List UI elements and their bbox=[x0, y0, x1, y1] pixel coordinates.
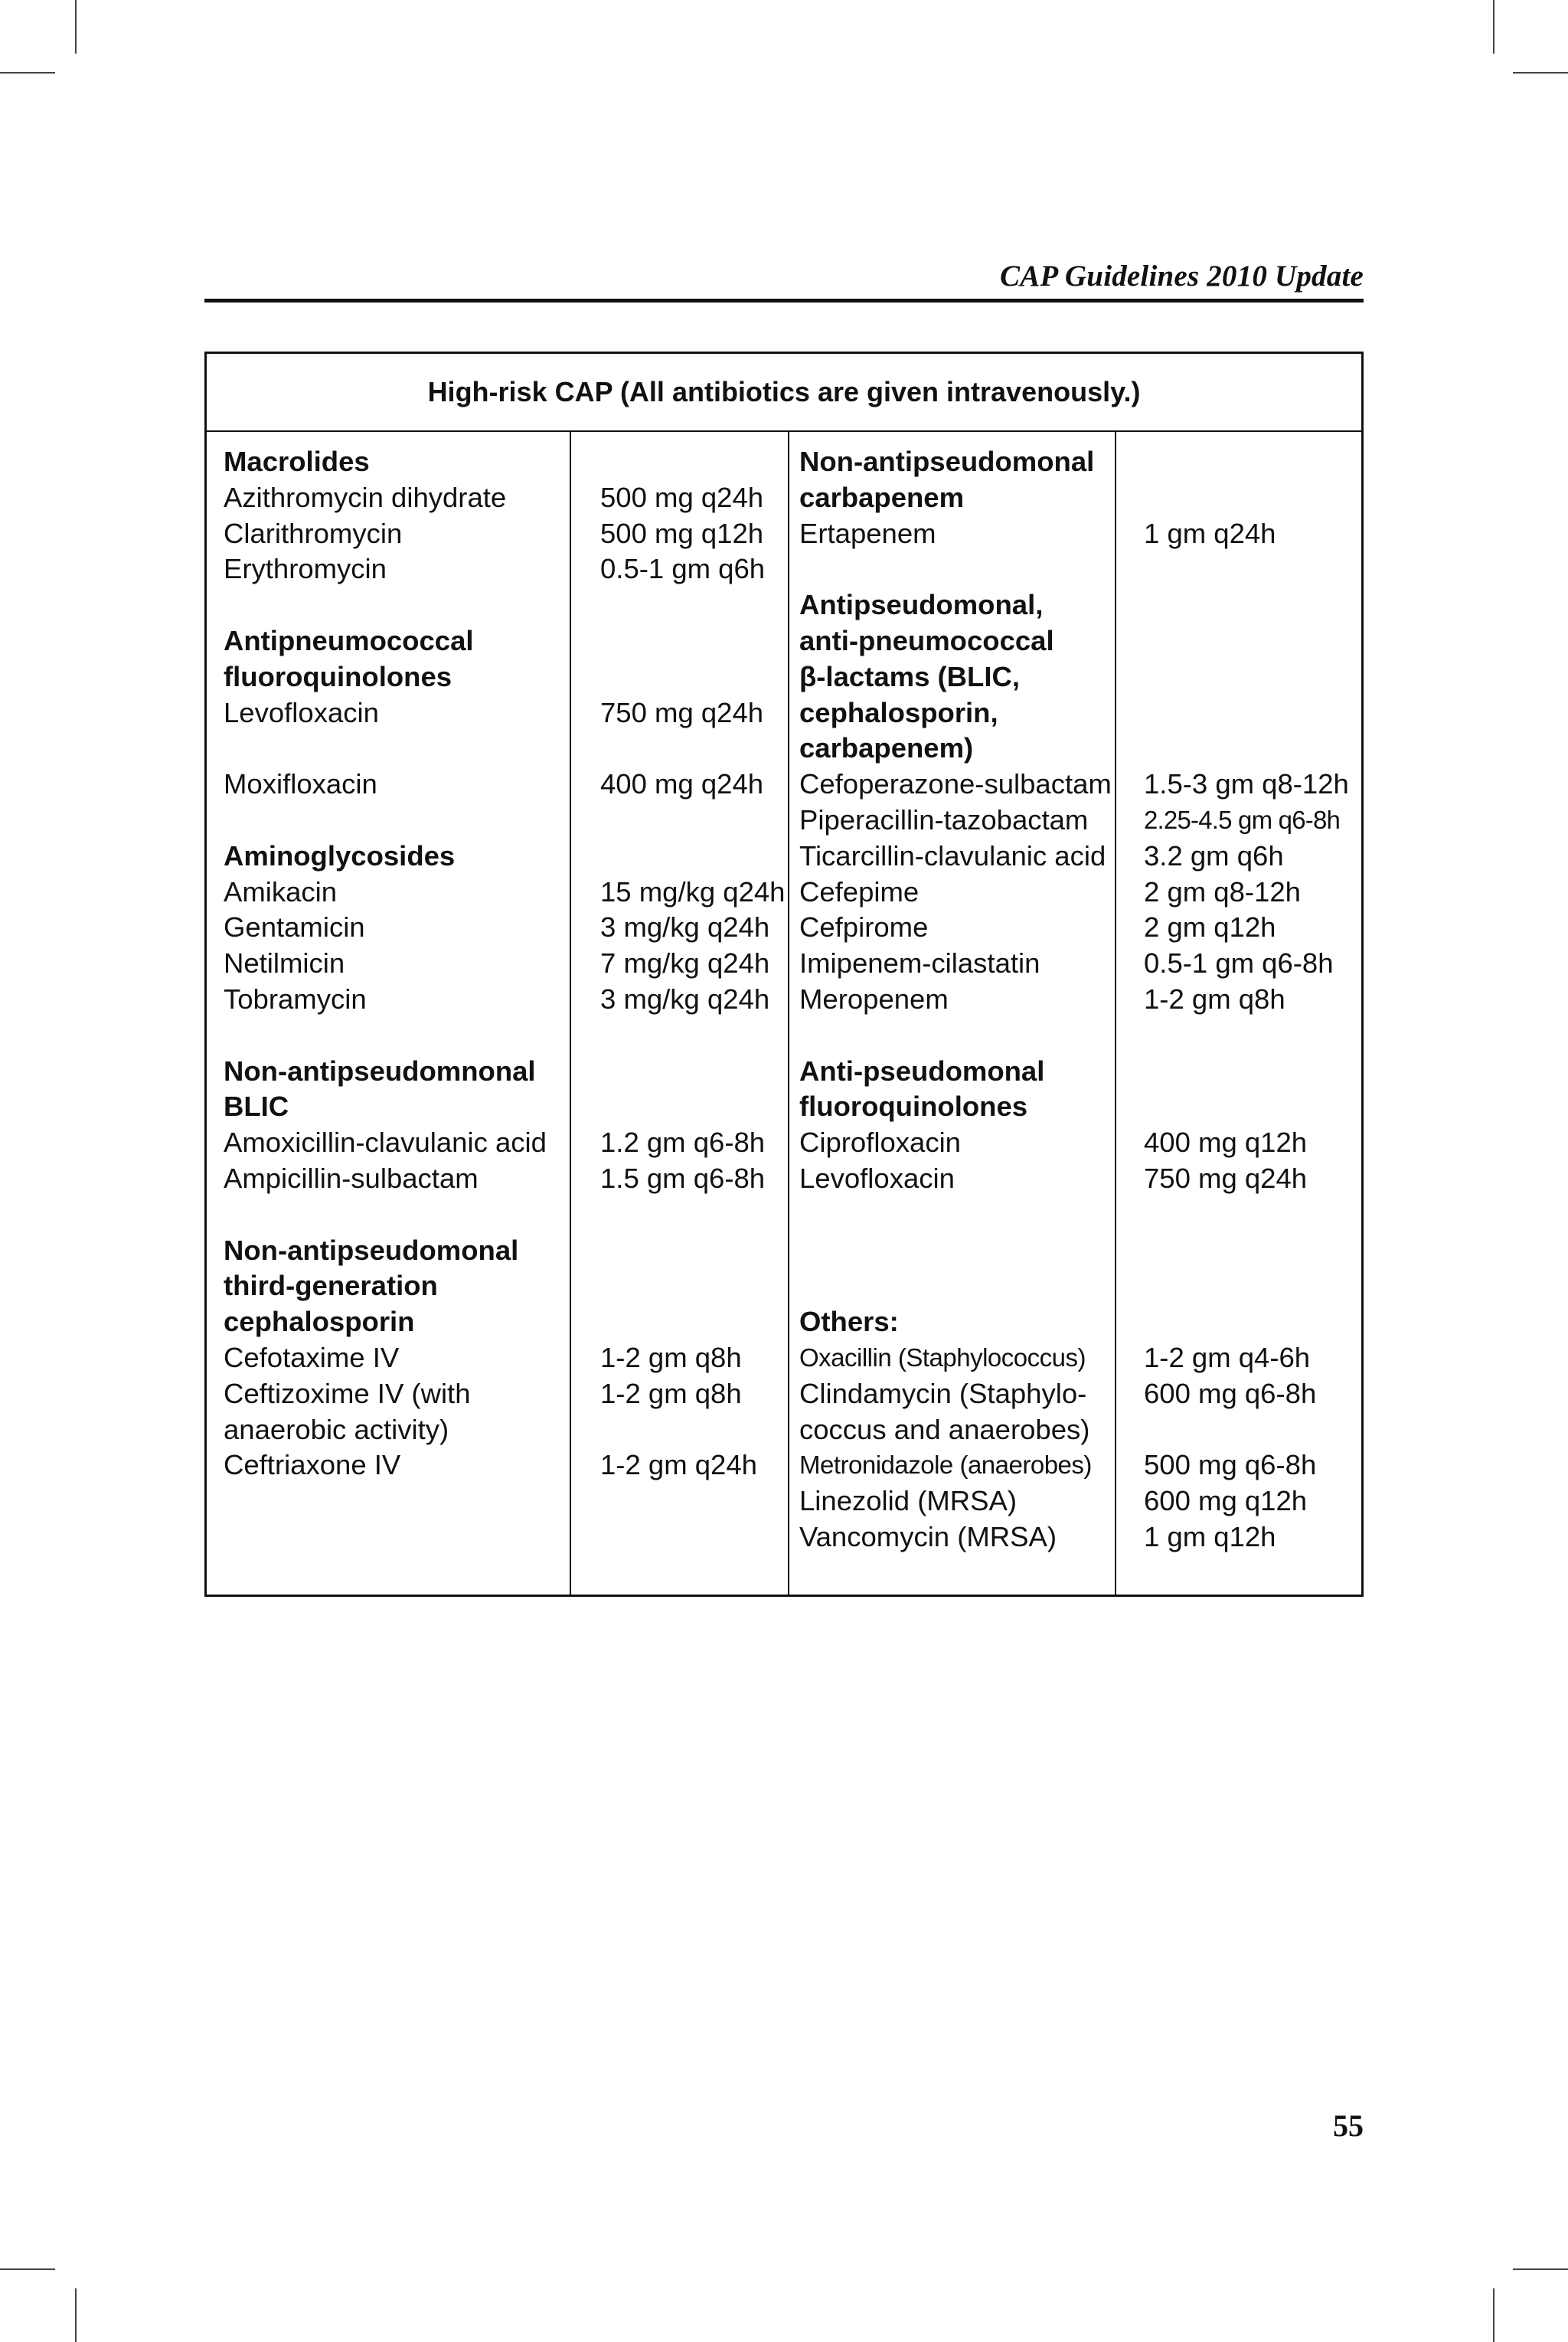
spacer-line bbox=[1144, 1268, 1349, 1304]
left-dose-line: 15 mg/kg q24h bbox=[600, 875, 786, 908]
spacer-line bbox=[1144, 1018, 1349, 1054]
spacer-line bbox=[1144, 695, 1349, 731]
left-drug-line: Tobramycin bbox=[224, 983, 367, 1015]
left-drug-line: Ceftizoxime IV (with bbox=[224, 1377, 471, 1409]
right-drug-line: Vancomycin (MRSA) bbox=[799, 1520, 1057, 1552]
page-number: 55 bbox=[1333, 2108, 1364, 2143]
right-dose-line: 500 mg q6-8h bbox=[1144, 1449, 1317, 1481]
right-drug-line: Metronidazole (anaerobes) bbox=[799, 1451, 1092, 1480]
left-drug-column bbox=[224, 444, 547, 1483]
right-dose-line: 1-2 gm q4-6h bbox=[1144, 1341, 1311, 1373]
left-dose-line: 1.2 gm q6-8h bbox=[600, 1127, 766, 1159]
left-drug-line: Macrolides bbox=[224, 446, 370, 477]
right-drug-line: coccus and anaerobes) bbox=[799, 1413, 1090, 1445]
right-dose-line: 600 mg q12h bbox=[1144, 1485, 1308, 1517]
spacer-line bbox=[224, 731, 547, 767]
crop-mark bbox=[75, 2288, 77, 2342]
crop-mark bbox=[1493, 2288, 1494, 2342]
spacer-line bbox=[600, 731, 785, 767]
left-drug-line: fluoroquinolones bbox=[224, 660, 452, 692]
left-drug-line: Levofloxacin bbox=[224, 696, 379, 728]
right-dose-line: 600 mg q6-8h bbox=[1144, 1377, 1317, 1409]
left-dose-line: 1.5 gm q6-8h bbox=[600, 1162, 766, 1194]
right-drug-line: carbapenem bbox=[799, 481, 965, 513]
right-drug-line: Ertapenem bbox=[799, 517, 936, 549]
spacer-line bbox=[1144, 1197, 1349, 1233]
spacer-line bbox=[600, 1054, 785, 1090]
right-drug-line: Clindamycin (Staphylo- bbox=[799, 1377, 1087, 1409]
spacer-line bbox=[1144, 623, 1349, 659]
right-dose-line: 2 gm q8-12h bbox=[1144, 875, 1301, 908]
spacer-line bbox=[1144, 731, 1349, 767]
spacer-line bbox=[1144, 1054, 1349, 1090]
right-dose-line: 1-2 gm q8h bbox=[1144, 983, 1285, 1015]
right-dose-line: 750 mg q24h bbox=[1144, 1162, 1308, 1194]
left-drug-line: Amoxicillin-clavulanic acid bbox=[224, 1127, 547, 1159]
left-dose-line: 3 mg/kg q24h bbox=[600, 911, 770, 944]
left-dose-line: 7 mg/kg q24h bbox=[600, 947, 770, 980]
right-dose-line: 2.25-4.5 gm q6-8h bbox=[1144, 805, 1341, 834]
left-dose-line: 500 mg q12h bbox=[600, 517, 764, 549]
spacer-line bbox=[1144, 1089, 1349, 1125]
spacer-line bbox=[600, 1197, 785, 1233]
left-drug-line: Netilmicin bbox=[224, 947, 345, 980]
right-dose-line: 1 gm q24h bbox=[1144, 517, 1276, 549]
spacer-line bbox=[600, 444, 785, 480]
spacer-line bbox=[600, 587, 785, 623]
left-drug-line: Aminoglycosides bbox=[224, 839, 456, 872]
antibiotic-table bbox=[204, 352, 1364, 1597]
left-drug-line: Moxifloxacin bbox=[224, 768, 377, 800]
spacer-line bbox=[600, 1304, 785, 1340]
spacer-line bbox=[1144, 1412, 1349, 1448]
right-drug-line: fluoroquinolones bbox=[799, 1091, 1028, 1123]
right-dose-line: 1.5-3 gm q8-12h bbox=[1144, 768, 1349, 800]
right-drug-line: Ciprofloxacin bbox=[799, 1127, 961, 1159]
table-title: High-risk CAP (All antibiotics are given intravenously.) bbox=[207, 354, 1361, 432]
right-drug-line: Levofloxacin bbox=[799, 1162, 955, 1194]
spacer-line bbox=[600, 1089, 785, 1125]
spacer-line bbox=[799, 1197, 1112, 1233]
right-dose-line: 400 mg q12h bbox=[1144, 1127, 1308, 1159]
left-dose-line: 1-2 gm q8h bbox=[600, 1377, 742, 1409]
spacer-line bbox=[600, 623, 785, 659]
right-drug-line: carbapenem) bbox=[799, 732, 974, 764]
spacer-line bbox=[799, 551, 1112, 587]
spacer-line bbox=[224, 1018, 547, 1054]
spacer-line bbox=[600, 1233, 785, 1269]
right-dose-line: 2 gm q12h bbox=[1144, 911, 1276, 944]
column-divider bbox=[788, 430, 789, 1595]
column-divider bbox=[570, 430, 571, 1595]
right-drug-line: Others: bbox=[799, 1306, 899, 1338]
left-dose-line: 750 mg q24h bbox=[600, 696, 764, 728]
spacer-line bbox=[1144, 480, 1349, 516]
right-drug-column bbox=[799, 444, 1112, 1555]
right-dose-line: 1 gm q12h bbox=[1144, 1520, 1276, 1552]
right-dose-line: 3.2 gm q6h bbox=[1144, 839, 1284, 872]
left-drug-line: cephalosporin bbox=[224, 1306, 415, 1338]
crop-mark bbox=[1493, 0, 1494, 54]
left-drug-line: Ceftriaxone IV bbox=[224, 1449, 401, 1481]
column-divider bbox=[1115, 430, 1116, 1595]
left-drug-line: Non-antipseudomonal bbox=[224, 1234, 519, 1266]
right-drug-line: Anti-pseudomonal bbox=[799, 1055, 1045, 1087]
spacer-line bbox=[1144, 444, 1349, 480]
left-dose-line: 400 mg q24h bbox=[600, 768, 764, 800]
crop-mark bbox=[0, 72, 55, 74]
left-drug-line: Amikacin bbox=[224, 875, 338, 908]
spacer-line bbox=[600, 1412, 785, 1448]
right-drug-line: Non-antipseudomonal bbox=[799, 446, 1095, 477]
spacer-line bbox=[600, 659, 785, 695]
left-dose-column bbox=[600, 444, 785, 1483]
spacer-line bbox=[799, 1268, 1112, 1304]
spacer-line bbox=[600, 1268, 785, 1304]
spacer-line bbox=[600, 803, 785, 839]
left-dose-line: 0.5-1 gm q6h bbox=[600, 553, 766, 585]
spacer-line bbox=[600, 839, 785, 875]
left-drug-line: Ampicillin-sulbactam bbox=[224, 1162, 479, 1194]
right-drug-line: Oxacillin (Staphylococcus) bbox=[799, 1343, 1086, 1372]
spacer-line bbox=[600, 1018, 785, 1054]
left-dose-line: 1-2 gm q8h bbox=[600, 1341, 742, 1373]
crop-mark bbox=[1513, 2268, 1568, 2270]
left-drug-line: Clarithromycin bbox=[224, 517, 403, 549]
spacer-line bbox=[799, 1018, 1112, 1054]
left-drug-line: Azithromycin dihydrate bbox=[224, 481, 507, 513]
left-drug-line: Gentamicin bbox=[224, 911, 365, 944]
right-drug-line: Ticarcillin-clavulanic acid bbox=[799, 839, 1106, 872]
header-rule bbox=[204, 299, 1364, 303]
right-drug-line: Cefoperazone-sulbactam bbox=[799, 768, 1112, 800]
spacer-line bbox=[1144, 551, 1349, 587]
left-drug-line: third-generation bbox=[224, 1270, 438, 1302]
right-dose-line: 0.5-1 gm q6-8h bbox=[1144, 947, 1334, 980]
right-drug-line: Cefpirome bbox=[799, 911, 929, 944]
spacer-line bbox=[799, 1233, 1112, 1269]
spacer-line bbox=[1144, 587, 1349, 623]
spacer-line bbox=[224, 1197, 547, 1233]
right-dose-column bbox=[1144, 444, 1349, 1555]
left-drug-line: BLIC bbox=[224, 1091, 289, 1123]
spacer-line bbox=[1144, 1233, 1349, 1269]
spacer-line bbox=[224, 587, 547, 623]
left-drug-line: Cefotaxime IV bbox=[224, 1341, 400, 1373]
left-dose-line: 3 mg/kg q24h bbox=[600, 983, 770, 1015]
crop-mark bbox=[1513, 72, 1568, 74]
spacer-line bbox=[1144, 659, 1349, 695]
right-drug-line: Cefepime bbox=[799, 875, 920, 908]
right-drug-line: Meropenem bbox=[799, 983, 949, 1015]
spacer-line bbox=[224, 803, 547, 839]
left-dose-line: 500 mg q24h bbox=[600, 481, 764, 513]
right-drug-line: Linezolid (MRSA) bbox=[799, 1485, 1017, 1517]
left-drug-line: Antipneumococcal bbox=[224, 624, 474, 656]
right-drug-line: Piperacillin-tazobactam bbox=[799, 803, 1089, 836]
left-dose-line: 1-2 gm q24h bbox=[600, 1449, 757, 1481]
crop-mark bbox=[75, 0, 77, 54]
left-drug-line: Non-antipseudomnonal bbox=[224, 1055, 536, 1087]
running-head: CAP Guidelines 2010 Update bbox=[999, 260, 1364, 293]
right-drug-line: Imipenem-cilastatin bbox=[799, 947, 1040, 980]
right-drug-line: anti-pneumococcal bbox=[799, 624, 1054, 656]
right-drug-line: β-lactams (BLIC, bbox=[799, 660, 1020, 692]
crop-mark bbox=[0, 2268, 55, 2270]
right-drug-line: cephalosporin, bbox=[799, 696, 998, 728]
left-drug-line: anaerobic activity) bbox=[224, 1413, 449, 1445]
spacer-line bbox=[1144, 1304, 1349, 1340]
left-drug-line: Erythromycin bbox=[224, 553, 387, 585]
right-drug-line: Antipseudomonal, bbox=[799, 589, 1044, 621]
